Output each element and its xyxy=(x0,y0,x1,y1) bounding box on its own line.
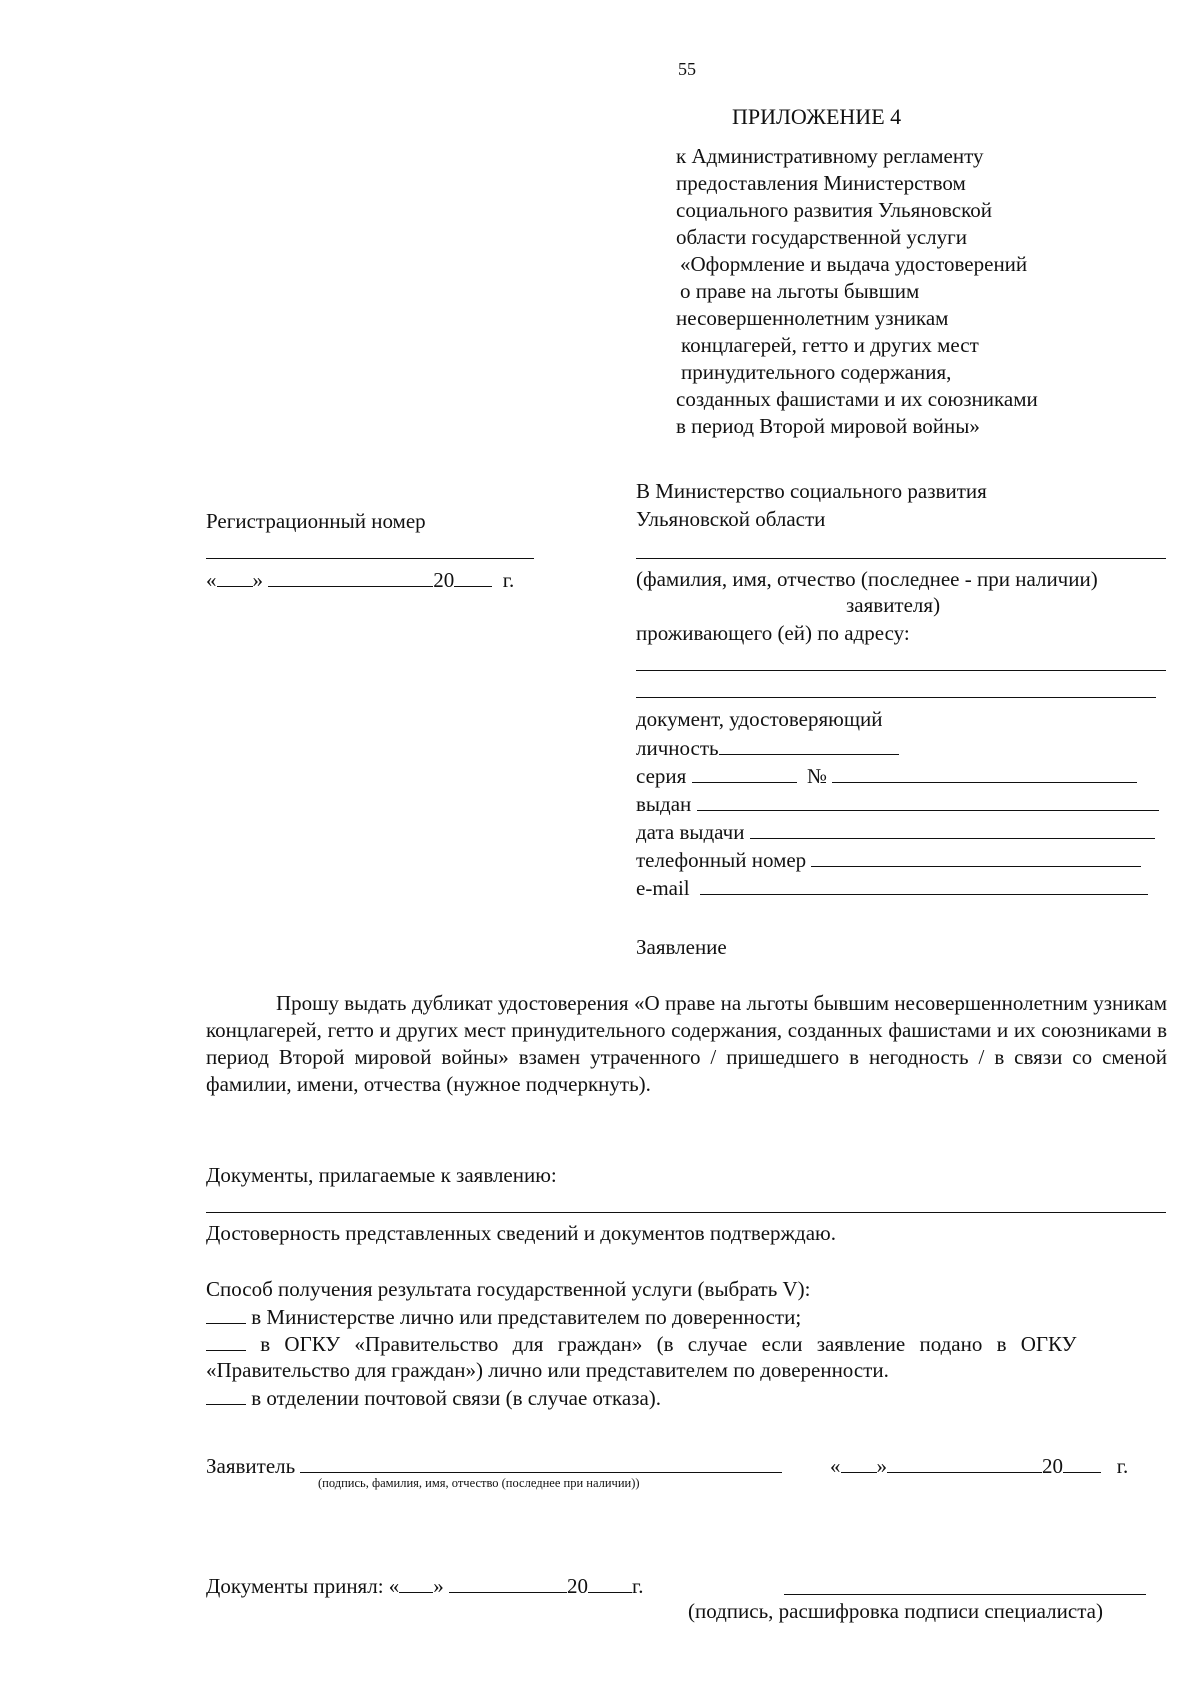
email-row xyxy=(636,874,1148,901)
open-quote: « xyxy=(206,568,217,592)
attached-docs-label: Документы, прилагаемые к заявлению: xyxy=(206,1163,557,1187)
sign-year-field[interactable] xyxy=(1063,1452,1101,1473)
annex-title: ПРИЛОЖЕНИЕ 4 xyxy=(732,104,902,129)
number-label: № xyxy=(807,764,828,788)
applicant-label: Заявитель xyxy=(206,1454,296,1478)
accept-month-field[interactable] xyxy=(449,1572,567,1593)
applicant-fio-field[interactable] xyxy=(636,558,1166,559)
phone-field[interactable] xyxy=(811,846,1141,867)
fio-caption-2: заявителя) xyxy=(846,593,941,617)
close-quote: » xyxy=(433,1574,444,1598)
recipient-line-1: В Министерство социального развития xyxy=(636,479,987,503)
id-doc-field[interactable] xyxy=(719,734,899,755)
sign-day-field[interactable] xyxy=(841,1452,877,1473)
confirmation-text: Достоверность представленных сведений и документов подтверждаю. xyxy=(206,1221,836,1245)
open-quote: « xyxy=(830,1454,841,1478)
annex-line: области государственной услуги xyxy=(676,225,968,249)
annex-line: созданных фашистами и их союзниками xyxy=(676,387,1038,411)
annex-line: в период Второй мировой войны» xyxy=(676,414,980,438)
year-prefix: 20 xyxy=(433,568,455,592)
number-field[interactable] xyxy=(832,762,1137,783)
accept-day-field[interactable] xyxy=(399,1572,433,1593)
fio-caption: (фамилия, имя, отчество (последнее - при наличии) xyxy=(636,567,1098,591)
page-number: 55 xyxy=(678,59,696,79)
issue-date-label: дата выдачи xyxy=(636,820,745,844)
applicant-signature-field[interactable] xyxy=(300,1452,782,1473)
phone-row xyxy=(636,846,1141,873)
close-quote: » xyxy=(876,1454,887,1478)
acceptance-row xyxy=(206,1572,644,1599)
annex-line: несовершеннолетним узникам xyxy=(676,306,949,330)
email-field[interactable] xyxy=(700,874,1148,895)
applicant-date xyxy=(830,1452,1128,1479)
delivery-option-3-label: в отделении почтовой связи (в случае отказа). xyxy=(251,1386,662,1410)
delivery-option-2-label: в ОГКУ «Правительство для граждан» (в случае если заявление подано в ОГКУ xyxy=(260,1332,1077,1356)
email-label: e-mail xyxy=(636,876,690,900)
year-suffix: г. xyxy=(632,1574,644,1598)
delivery-option-1 xyxy=(206,1303,801,1330)
annex-line: к Административному регламенту xyxy=(676,144,984,168)
year-prefix: 20 xyxy=(1042,1454,1063,1478)
acceptance-label: Документы принял: « xyxy=(206,1574,400,1598)
year-suffix: г. xyxy=(1116,1454,1129,1478)
registration-label: Регистрационный номер xyxy=(206,509,426,533)
registration-date xyxy=(206,566,514,593)
address-field-1[interactable] xyxy=(636,670,1166,671)
sign-month-field[interactable] xyxy=(887,1452,1042,1473)
delivery-option-2 xyxy=(206,1330,1167,1358)
reg-month-field[interactable] xyxy=(268,566,433,587)
applicant-signature-caption: (подпись, фамилия, имя, отчество (последнее при наличии)) xyxy=(318,1476,640,1490)
accept-year-field[interactable] xyxy=(588,1572,632,1593)
statement-body: Прошу выдать дубликат удостоверения «О праве на льготы бывшим несовершеннолетним узникам концлагерей, гетто и других мест принудительного содержания, созданных фашистами и их союзниками в период Второй мировой войны» взамен утраченного / пришедшего в негодность / в связи со сменой фамилии, имени, отчества (нужное подчеркнуть). xyxy=(206,991,1167,1096)
registration-number-field[interactable] xyxy=(206,558,534,559)
address-field-2[interactable] xyxy=(636,697,1156,698)
delivery-option-1-checkbox[interactable] xyxy=(206,1303,246,1324)
annex-line: социального развития Ульяновской xyxy=(676,198,992,222)
issued-label: выдан xyxy=(636,792,692,816)
id-doc-label: документ, удостоверяющий xyxy=(636,707,883,731)
attached-docs-field[interactable] xyxy=(206,1212,1166,1213)
recipient-line-2: Ульяновской области xyxy=(636,507,826,531)
annex-line: предоставления Министерством xyxy=(676,171,966,195)
issued-field[interactable] xyxy=(697,790,1159,811)
series-row xyxy=(636,762,1137,789)
specialist-signature-field[interactable] xyxy=(784,1594,1146,1595)
reg-day-field[interactable] xyxy=(217,566,253,587)
statement-heading: Заявление xyxy=(636,935,727,959)
delivery-option-2-continued: «Правительство для граждан») лично или представителем по доверенности. xyxy=(206,1358,889,1382)
issued-row xyxy=(636,790,1159,817)
series-field[interactable] xyxy=(692,762,797,783)
delivery-option-3 xyxy=(206,1384,661,1411)
year-suffix: г. xyxy=(502,568,515,592)
series-label: серия xyxy=(636,764,687,788)
annex-reference xyxy=(676,143,1136,440)
annex-line: концлагерей, гетто и других мест xyxy=(681,333,979,357)
phone-label: телефонный номер xyxy=(636,848,807,872)
reg-year-field[interactable] xyxy=(454,566,492,587)
year-prefix: 20 xyxy=(567,1574,589,1598)
delivery-option-2-checkbox[interactable] xyxy=(206,1330,246,1351)
delivery-option-1-label: в Министерстве лично или представителем по доверенности; xyxy=(251,1305,802,1329)
close-quote: » xyxy=(252,568,263,592)
issue-date-row xyxy=(636,818,1155,845)
annex-line: о праве на льготы бывшим xyxy=(680,279,920,303)
annex-line: «Оформление и выдача удостоверений xyxy=(680,252,1028,276)
specialist-signature-caption: (подпись, расшифровка подписи специалиста) xyxy=(688,1599,1103,1623)
issue-date-field[interactable] xyxy=(750,818,1155,839)
delivery-option-3-checkbox[interactable] xyxy=(206,1384,246,1405)
address-label: проживающего (ей) по адресу: xyxy=(636,621,910,645)
annex-line: принудительного содержания, xyxy=(681,360,952,384)
id-doc-label-2: личность xyxy=(636,736,719,760)
id-doc-row xyxy=(636,734,899,761)
applicant-signature-row xyxy=(206,1452,782,1479)
delivery-heading: Способ получения результата государственной услуги (выбрать V): xyxy=(206,1277,811,1301)
